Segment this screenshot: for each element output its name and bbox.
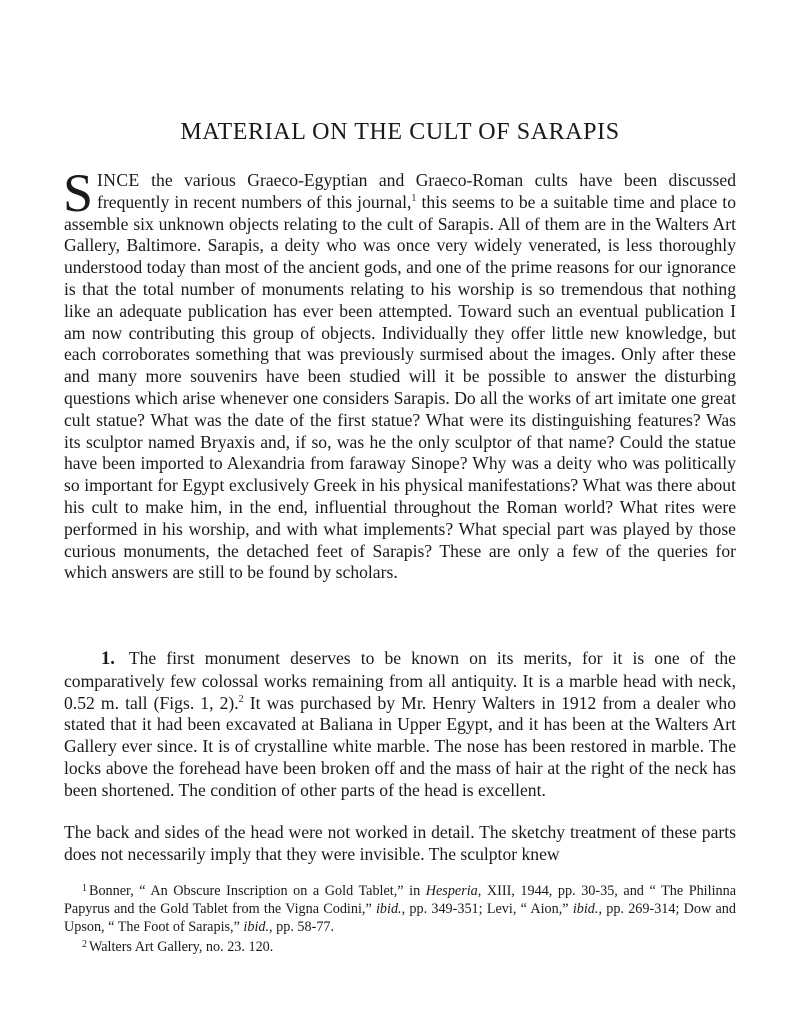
footnote-1-journal: Hesperia <box>425 883 478 899</box>
footnote-ref-2[interactable]: 2 <box>238 693 244 705</box>
footnote-2-text: Walters Art Gallery, no. 23. 120. <box>89 939 274 955</box>
footnote-1 <box>64 880 736 936</box>
footnote-1-ibid-3: ibid. <box>243 919 270 935</box>
drop-cap: S <box>63 163 94 223</box>
intro-text-a: the various Graeco-Egyptian and Graeco-Roman cults have been discussed frequently in recent numbers of this journal, <box>97 170 736 212</box>
footnote-1-ibid-1: ibid. <box>375 901 402 917</box>
footnote-1-ibid-2: ibid. <box>572 901 599 917</box>
footnotes <box>64 880 736 956</box>
paragraph-3: The back and sides of the head were not worked in detail. The sketchy treatment of these parts does not necessarily imply that they were invisible. The sculptor knew <box>64 822 736 864</box>
intro-text-b: this seems to be a suitable time and place to assemble six unknown objects relating to the cult of Sarapis. All of them are in the Walters Art Gallery, Baltimore. Sarapis, a deity who was once very widely venerated, is less thoroughly understood today than most of the ancient gods, and one of the prime reasons for our ignorance is that the total number of monuments relating to his worship is so tremendous that nothing like an adequate publication has ever been attempted. Toward such an eventual publication I am now contributing this group of objects. Individually they offer little new knowledge, but each corroborates something that was previously surmised about the images. Only after these and many more souvenirs have been studied will it be possible to answer the disturbing questions which arise whenever one considers Sarapis. Do all the works of art imitate one great cult statue? What was the date of the first statue? What were its distinguishing features? Was its sculptor named Bryaxis and, if so, was he the only sculptor of that name? Could the statue have been imported to Alexandria from faraway Sinope? Why was a deity who was politically so important for Egypt exclusively Greek in his physical manifestations? What was there about his cult to make him, in the end, influential throughout the Roman world? What rites were performed in his worship, and with what implements? What special part was played by those curious monuments, the detached feet of Sarapis? These are only a few of the queries for which answers are still to be found by scholars. <box>64 191 736 583</box>
footnote-1-text-b: , XIII, 1944, pp. 30-35, and “ The Philinna Papyrus and the Gold Tablet from the Vigna Codini,” <box>64 883 736 917</box>
footnote-1-text-d: , pp. 269-314; Dow and Upson, “ The Foot of Sarapis,” <box>64 901 736 935</box>
footnote-1-mark: 1 <box>82 883 87 894</box>
footnote-1-text-a: Bonner, “ An Obscure Inscription on a Gold Tablet,” in <box>89 883 426 899</box>
section-1-paragraph <box>64 648 736 802</box>
footnote-1-text-c: , pp. 349-351; Levi, “ Aion,” <box>401 901 573 917</box>
footnote-2 <box>64 936 736 956</box>
intro-paragraph <box>63 163 736 584</box>
footnote-ref-1[interactable]: 1 <box>411 192 417 204</box>
footnote-1-text-e: , pp. 58-77. <box>269 919 335 935</box>
section-number: 1. <box>101 649 115 669</box>
section-1-text-b: It was purchased by Mr. Henry Walters in 1912 from a dealer who stated that it had been excavated at Baliana in Upper Egypt, and it has been at the Walters Art Gallery ever since. It is of crystalline white marble. The nose has been restored in marble. The locks above the forehead have been broken off and the mass of hair at the right of the neck has been shortened. The condition of other parts of the head is excellent. <box>64 692 736 800</box>
footnote-2-mark: 2 <box>82 939 87 950</box>
article-title: MATERIAL ON THE CULT OF SARAPIS <box>180 119 620 145</box>
lead-word: INCE <box>97 170 140 190</box>
section-1-text-a: The first monument deserves to be known on its merits, for it is one of the comparatively few colossal works remaining from all antiquity. It is a marble head with neck, 0.52 m. tall (Figs. 1, 2). <box>64 648 736 713</box>
